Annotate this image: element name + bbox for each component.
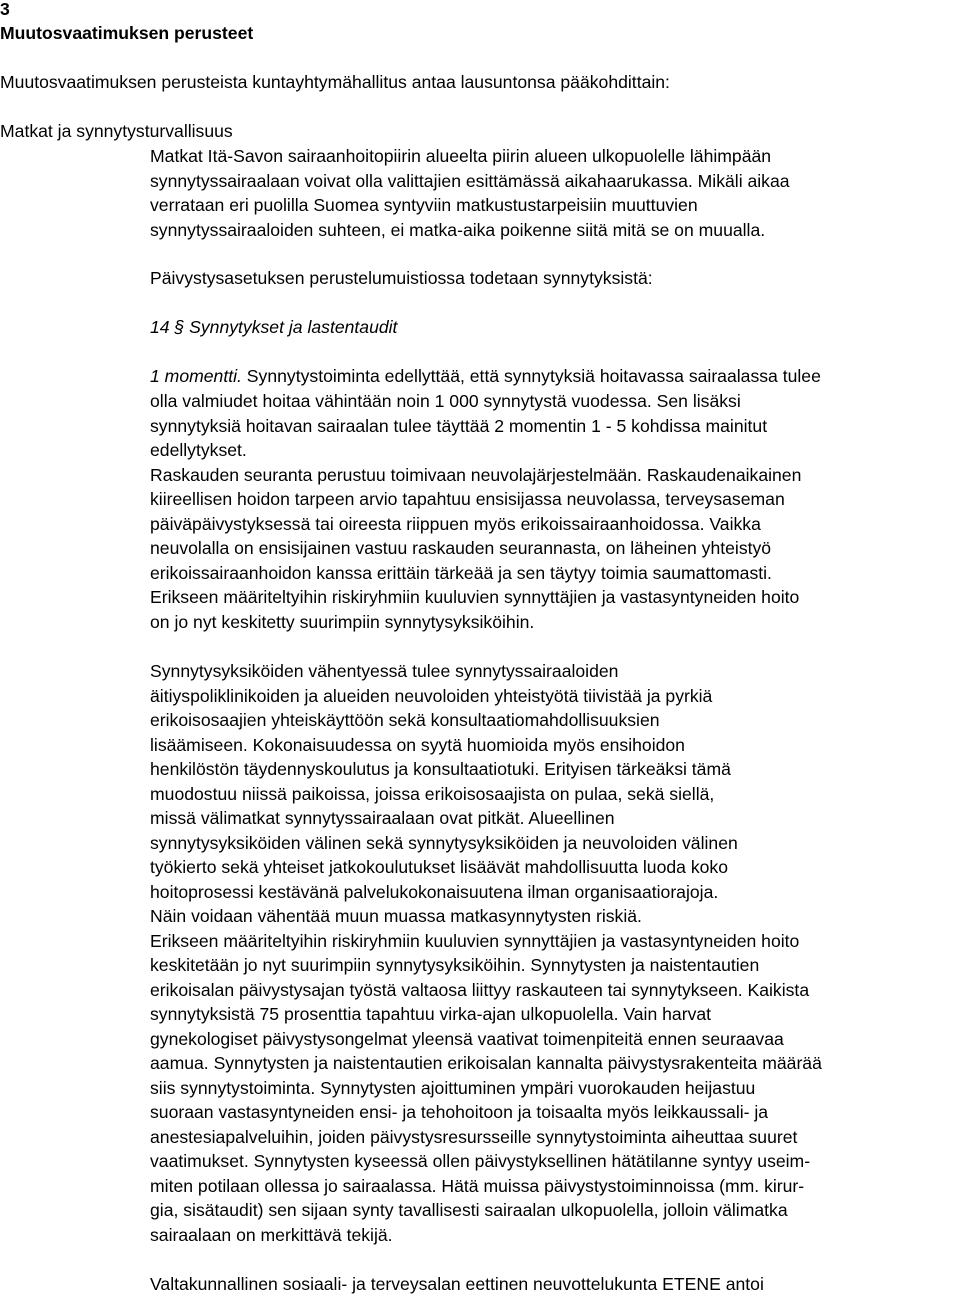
- text-line: äitiyspoliklinikoiden ja alueiden neuvoloiden yhteistyötä tiivistää ja pyrkiä: [150, 685, 713, 706]
- text-line: miten potilaan ollessa jo sairaalassa. Hätä muissa päivystystoiminnoissa (mm. kirur-: [150, 1175, 805, 1196]
- text-line: anestesiapalveluihin, joiden päivystysresursseille synnytystoiminta aiheuttaa suuret: [150, 1126, 798, 1147]
- moment-first-line: [150, 364, 821, 388]
- text-line: Raskauden seuranta perustuu toimivaan neuvolajärjestelmään. Raskaudenaikainen: [150, 464, 802, 485]
- text-line: työkierto sekä yhteiset jatkokoulutukset lisäävät mahdollisuutta luoda koko: [150, 857, 728, 877]
- moment-text: Synnytystoiminta edellyttää, että synnytyksiä hoitavassa sairaalassa tulee: [241, 366, 821, 386]
- text-line: erikoisosaajien yhteiskäyttöön sekä konsultaatiomahdollisuuksien: [150, 710, 660, 730]
- section-reference: 14 § Synnytykset ja lastentaudit: [150, 317, 398, 337]
- text-line: synnytysyksiköiden välinen sekä synnytysyksiköiden ja neuvoloiden välinen: [150, 832, 738, 853]
- text-line: on jo nyt keskitetty suurimpiin synnytysyksiköihin.: [150, 611, 535, 632]
- text-line: Synnytysyksiköiden vähentyessä tulee synnytyssairaaloiden: [150, 661, 619, 681]
- text-line: erikoisalan päivystysajan työstä valtaosa liittyy raskauteen tai synnytykseen. Kaikista: [150, 979, 810, 1000]
- paragraph-etene: Valtakunnallinen sosiaali- ja terveysalan eettinen neuvottelukunta ETENE antoi: [150, 1274, 764, 1294]
- text-line: kiireellisen hoidon tarpeen arvio tapahtuu ensisijassa neuvolassa, terveysaseman: [150, 489, 785, 509]
- moment-label: 1 momentti.: [150, 366, 242, 386]
- text-line: muodostuu niissä paikoissa, joissa erikoisosaajista on pulaa, sekä siellä,: [150, 783, 715, 804]
- text-line: edellytykset.: [150, 440, 247, 460]
- text-line: Näin voidaan vähentää muun muassa matkasynnytysten riskiä.: [150, 906, 642, 926]
- text-line: siis synnytystoiminta. Synnytysten ajoittuminen ympäri vuorokauden heijastuu: [150, 1077, 756, 1098]
- text-line: aamua. Synnytysten ja naistentautien erikoisalan kannalta päivystysrakenteita määrää: [150, 1053, 822, 1073]
- text-line: gynekologiset päivystysongelmat yleensä vaativat toimenpiteitä ennen seuraavaa: [150, 1028, 784, 1049]
- text-line: missä välimatkat synnytyssairaalaan ovat pitkät. Alueellinen: [150, 808, 615, 828]
- text-line: gia, sisätaudit) sen sijaan synty tavallisesti sairaalan ulkopuolella, jolloin välimatka: [150, 1200, 788, 1220]
- text-line: hoitoprosessi kestävänä palvelukokonaisuutena ilman organisaatiorajoja.: [150, 881, 719, 902]
- intro-text: Muutosvaatimuksen perusteista kuntayhtymähallitus antaa lausuntonsa pääkohdittain:: [0, 72, 670, 92]
- text-line: Matkat Itä-Savon sairaanhoitopiirin alueelta piirin alueen ulkopuolelle lähimpään: [150, 146, 772, 166]
- text-line: keskitetään jo nyt suurimpiin synnytysyksiköihin. Synnytysten ja naistentautien: [150, 955, 760, 975]
- subheading: Matkat ja synnytysturvallisuus: [0, 121, 233, 141]
- text-line: vaatimukset. Synnytysten kyseessä ollen päivystyksellinen hätätilanne syntyy useim-: [150, 1151, 811, 1171]
- text-line: lisäämiseen. Kokonaisuudessa on syytä huomioida myös ensihoidon: [150, 734, 685, 755]
- text-line: sairaalaan on merkittävä tekijä.: [150, 1224, 393, 1245]
- text-line: verrataan eri puolilla Suomea syntyviin matkustustarpeisiin muuttuvien: [150, 195, 698, 215]
- section-heading: Muutosvaatimuksen perusteet: [0, 23, 254, 43]
- text-line: synnytyksistä 75 prosenttia tapahtuu virka-ajan ulkopuolella. Vain harvat: [150, 1004, 712, 1024]
- text-line: henkilöstön täydennyskoulutus ja konsultaatiotuki. Erityisen tärkeäksi tämä: [150, 759, 731, 779]
- paragraph-memo-intro: Päivystysasetuksen perustelumuistiossa todetaan synnytyksistä:: [150, 268, 653, 288]
- text-line: synnytyssairaalaan voivat olla valittajien esittämässä aikahaarukassa. Mikäli aikaa: [150, 170, 790, 191]
- text-line: päiväpäivystyksessä tai oireesta riippuen myös erikoissairaanhoidossa. Vaikka: [150, 513, 761, 534]
- text-line: erikoissairaanhoidon kanssa erittäin tärkeää ja sen täytyy toimia saumattomasti.: [150, 562, 772, 583]
- text-line: synnytyssairaaloiden suhteen, ei matka-aika poikenne siitä mitä se on muualla.: [150, 219, 766, 240]
- text-line: synnytyksiä hoitavan sairaalan tulee täyttää 2 momentin 1 - 5 kohdissa mainitut: [150, 415, 768, 436]
- page-number: 3: [0, 0, 10, 19]
- text-line: Erikseen määriteltyihin riskiryhmiin kuuluvien synnyttäjien ja vastasyntyneiden hoito: [150, 930, 800, 951]
- text-line: Erikseen määriteltyihin riskiryhmiin kuuluvien synnyttäjien ja vastasyntyneiden hoito: [150, 587, 800, 607]
- text-line: suoraan vastasyntyneiden ensi- ja tehohoitoon ja toisaalta myös leikkaussali- ja: [150, 1102, 769, 1122]
- text-line: neuvolalla on ensisijainen vastuu raskauden seurannasta, on läheinen yhteistyö: [150, 538, 772, 558]
- text-line: olla valmiudet hoitaa vähintään noin 1 000 synnytystä vuodessa. Sen lisäksi: [150, 391, 741, 411]
